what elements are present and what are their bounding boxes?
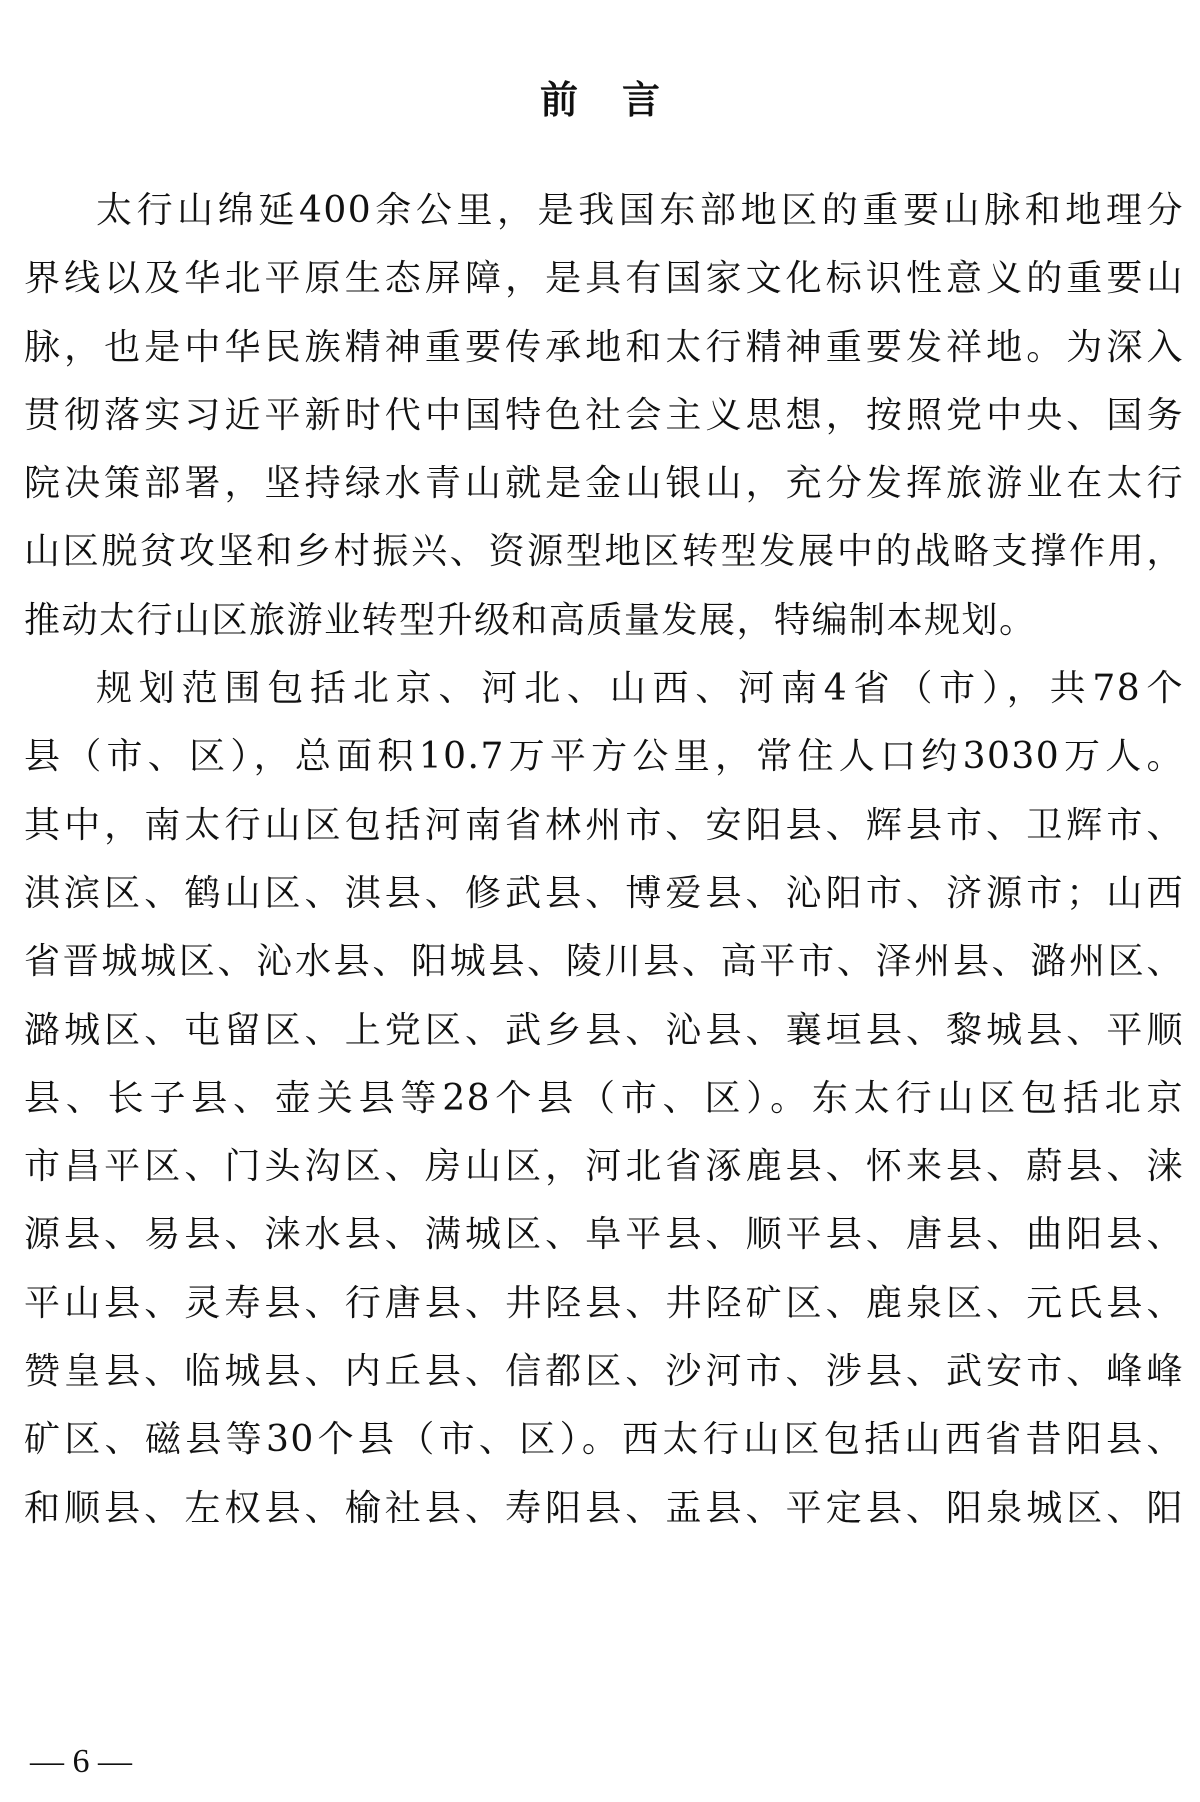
text-line: 规划范围包括北京、河北、山西、河南4省（市），共78个 [96,668,1184,710]
text-line: 贯彻落实习近平新时代中国特色社会主义思想，按照党中央、国务 [24,394,1184,436]
text-line: 推动太行山区旅游业转型升级和高质量发展，特编制本规划。 [24,599,1037,641]
text-line: 界线以及华北平原生态屏障，是具有国家文化标识性意义的重要山 [24,258,1184,300]
text-line: 市昌平区、门头沟区、房山区，河北省涿鹿县、怀来县、蔚县、涞 [24,1146,1184,1188]
text-line: 潞城区、屯留区、上党区、武乡县、沁县、襄垣县、黎城县、平顺 [24,1009,1184,1051]
text-line: 赞皇县、临城县、内丘县、信都区、沙河市、涉县、武安市、峰峰 [24,1351,1184,1393]
page-title: 前言 [539,78,704,122]
text-line: 其中，南太行山区包括河南省林州市、安阳县、辉县市、卫辉市、 [24,804,1184,846]
text-line: 源县、易县、涞水县、满城区、阜平县、顺平县、唐县、曲阳县、 [24,1214,1184,1256]
text-line: 县、长子县、壶关县等28个县（市、区）。东太行山区包括北京 [24,1077,1184,1119]
text-line: 平山县、灵寿县、行唐县、井陉县、井陉矿区、鹿泉区、元氏县、 [24,1282,1184,1324]
text-line: 省晋城城区、沁水县、阳城县、陵川县、高平市、泽州县、潞州区、 [24,941,1184,983]
text-line: 淇滨区、鹤山区、淇县、修武县、博爱县、沁阳市、济源市；山西 [24,872,1184,914]
page-number: — 6 — [30,1743,132,1780]
text-line: 矿区、磁县等30个县（市、区）。西太行山区包括山西省昔阳县、 [24,1419,1184,1461]
body-text [24,177,1184,1543]
text-line: 院决策部署，坚持绿水青山就是金山银山，充分发挥旅游业在太行 [24,463,1184,505]
text-line: 和顺县、左权县、榆社县、寿阳县、盂县、平定县、阳泉城区、阳 [24,1487,1184,1529]
text-line: 山区脱贫攻坚和乡村振兴、资源型地区转型发展中的战略支撑作用， [24,531,1184,573]
text-line: 县（市、区），总面积10.7万平方公里，常住人口约3030万人。 [24,736,1184,778]
text-line: 脉，也是中华民族精神重要传承地和太行精神重要发祥地。为深入 [24,326,1184,368]
text-line: 太行山绵延400余公里，是我国东部地区的重要山脉和地理分 [96,190,1184,231]
